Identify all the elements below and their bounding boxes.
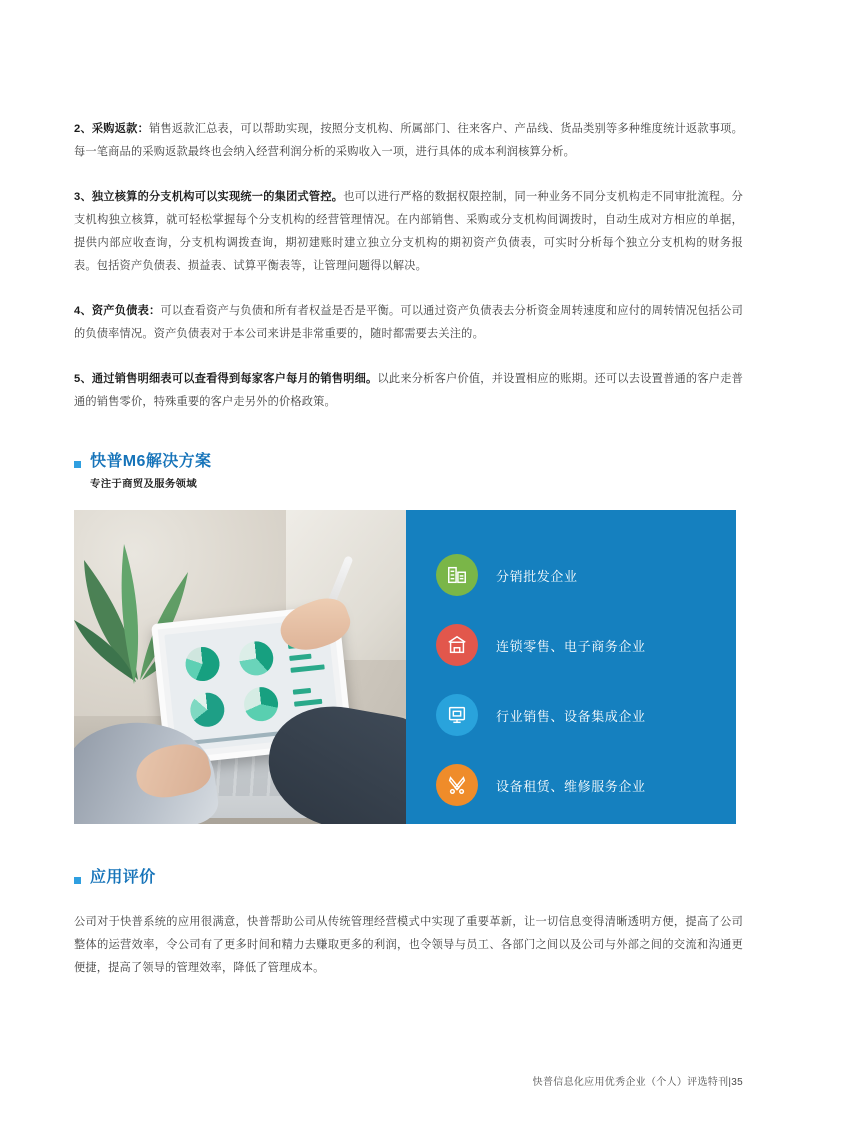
paragraph-3 bbox=[74, 186, 743, 278]
banner-item-label: 连锁零售、电子商务企业 bbox=[496, 638, 646, 654]
paragraph-2 bbox=[74, 118, 743, 164]
banner-item-label: 行业销售、设备集成企业 bbox=[496, 708, 646, 724]
paragraph-3-lead: 3、独立核算的分支机构可以实现统一的集团式管控。 bbox=[74, 190, 344, 203]
banner-item-service bbox=[436, 750, 712, 820]
banner-photo bbox=[74, 510, 406, 824]
paragraph-5-text: 以此来分析客户价值，并设置相应的账期。还可以去设置普通的客户走普通的销售零价，特殊重要的客户走另外的价格政策。 bbox=[74, 372, 744, 408]
paragraph-4-lead: 4、资产负债表： bbox=[74, 304, 161, 317]
store-icon bbox=[436, 624, 478, 666]
paragraph-3-text: 也可以进行严格的数据权限控制，同一种业务不同分支机构走不同审批流程。分支机构独立核算，就可轻松掌握每个分支机构的经营管理情况。在内部销售、采购或分支机构间调拨时，自动生成对方相应的单据，提供内部应收查询，分支机构调拨查询，期初建账时建立独立分支机构的期初资产负债表，可实时分析每个独立分支机构的财务报表。包括资产负债表、损益表、试算平衡表等，让管理问题得以解决。 bbox=[74, 190, 743, 272]
banner-item-retail bbox=[436, 610, 712, 680]
bullet-square-icon bbox=[74, 461, 81, 468]
paragraph-2-text: 销售返款汇总表，可以帮助实现，按照分支机构、所属部门、往来客户、产品线、货品类别等多种维度统计返款事项。每一笔商品的采购返款最终也会纳入经营利润分析的采购收入一项，进行具体的成本利润核算分析。 bbox=[74, 123, 743, 158]
building-icon bbox=[436, 554, 478, 596]
paragraph-5 bbox=[74, 368, 743, 414]
solution-subtitle: 专注于商贸及服务领域 bbox=[90, 479, 197, 491]
page-footer: 快普信息化应用优秀企业（个人）评选特刊|35 bbox=[532, 1077, 743, 1088]
banner-item-industry bbox=[436, 680, 712, 750]
bullet-square-icon bbox=[74, 877, 81, 884]
tools-icon bbox=[436, 764, 478, 806]
banner-item-distribution bbox=[436, 540, 712, 610]
banner-item-label: 设备租赁、维修服务企业 bbox=[496, 778, 646, 794]
device-icon bbox=[436, 694, 478, 736]
banner-panel bbox=[406, 510, 736, 824]
solution-heading bbox=[74, 452, 743, 473]
paragraph-4-text: 可以查看资产与负债和所有者权益是否是平衡。可以通过资产负债表去分析资金周转速度和应付的周转情况包括公司的负债率情况。资产负债表对于本公司来讲是非常重要的，随时都需要去关注的。 bbox=[74, 304, 744, 340]
review-title: 应用评价 bbox=[90, 869, 156, 887]
solution-title: 快普M6解决方案 bbox=[90, 452, 212, 470]
review-body: 公司对于快普系统的应用很满意，快普帮助公司从传统管理经营模式中实现了重要革新，让一切信息变得清晰透明方便，提高了公司整体的运营效率，令公司有了更多时间和精力去赚取更多的利润，也令领导与员工、各部门之间以及公司与外部之间的交流和沟通更便捷，提高了领导的管理效率，降低了管理成本。 bbox=[74, 916, 743, 975]
paragraph-5-lead: 5、通过销售明细表可以查看得到每家客户每月的销售明细。 bbox=[74, 372, 378, 385]
review-heading bbox=[74, 868, 743, 889]
paragraph-2-lead: 2、采购返款： bbox=[74, 123, 149, 135]
banner-item-label: 分销批发企业 bbox=[496, 568, 578, 584]
paragraph-4 bbox=[74, 300, 743, 346]
solution-banner bbox=[74, 510, 736, 824]
